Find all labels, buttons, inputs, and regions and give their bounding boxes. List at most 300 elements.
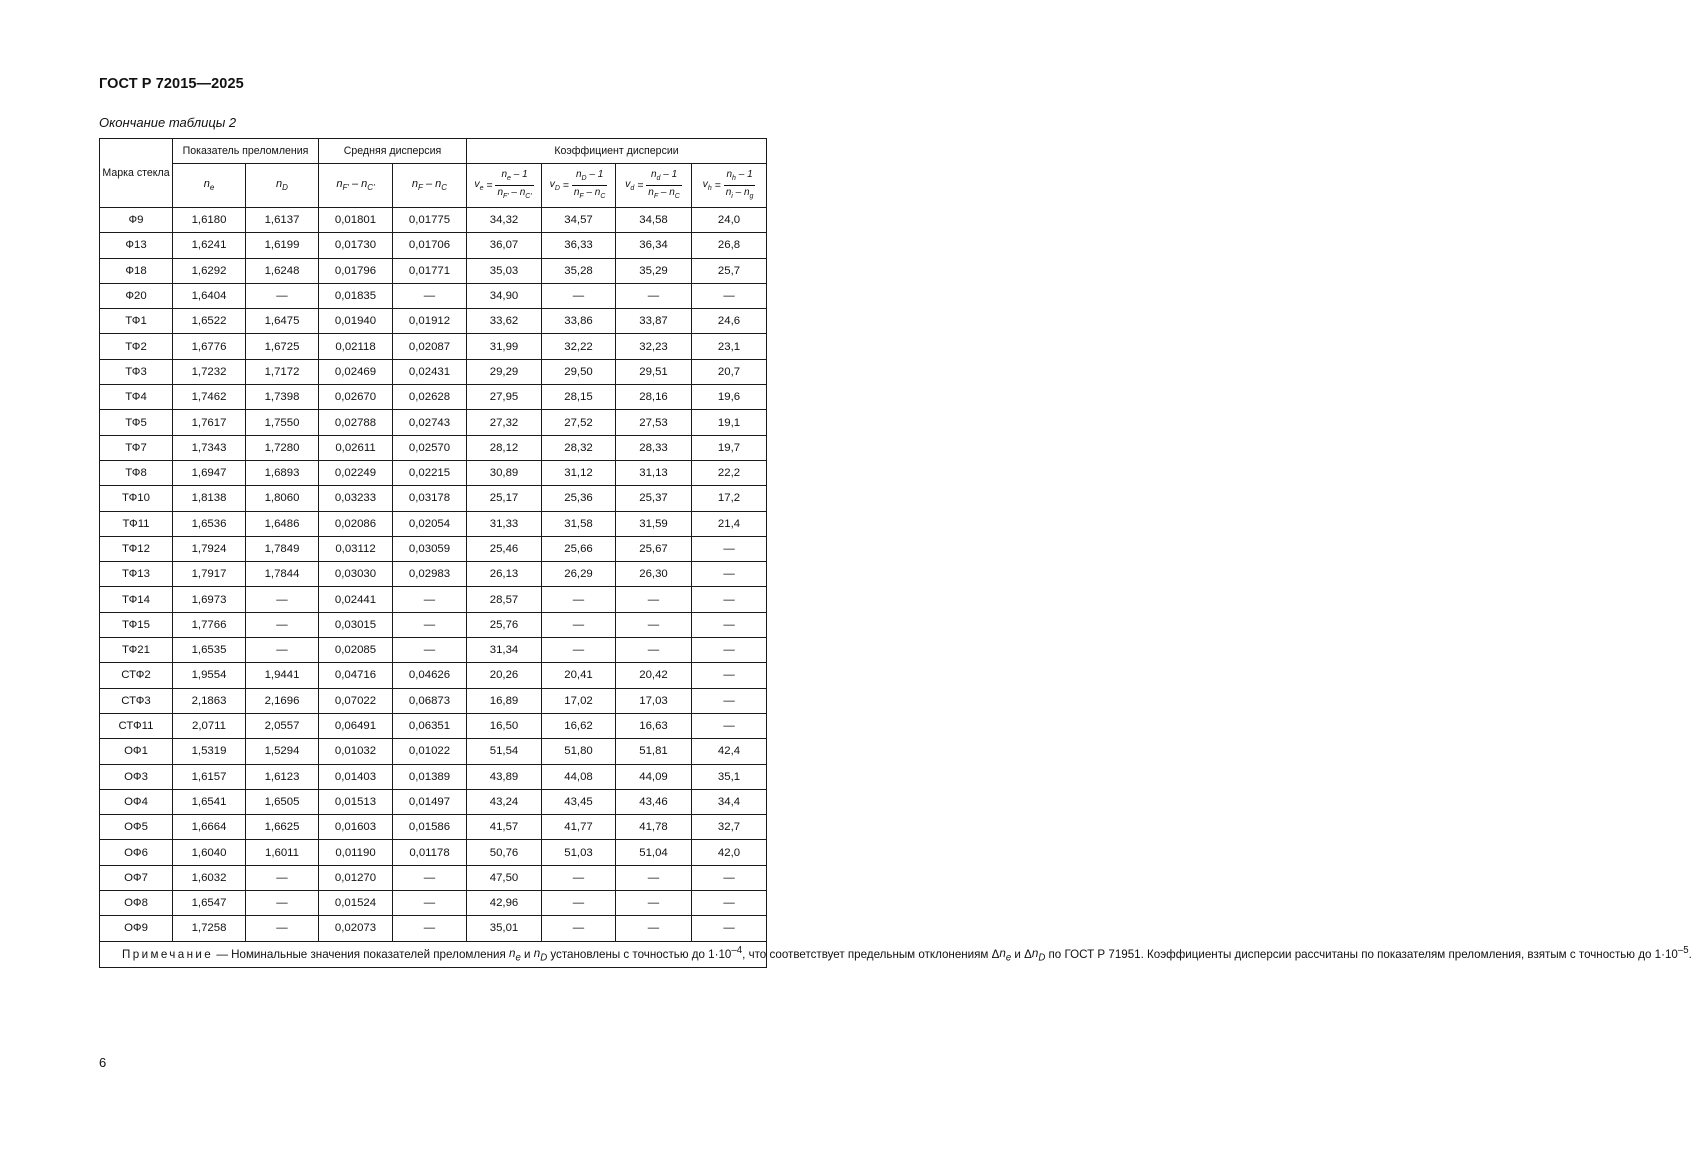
cell-dispersion-fc-prime: 0,02441 [319, 587, 393, 612]
table-row [100, 460, 767, 485]
cell-vd: — [616, 587, 692, 612]
cell-vd: — [616, 612, 692, 637]
cell-mark: ОФ8 [100, 891, 173, 916]
cell-vd: 51,81 [616, 739, 692, 764]
cell-dispersion-fc-prime: 0,03030 [319, 562, 393, 587]
cell-vh: 24,0 [692, 208, 767, 233]
cell-nd: 1,8060 [246, 486, 319, 511]
cell-vd: 31,13 [616, 460, 692, 485]
cell-nd: 2,0557 [246, 713, 319, 738]
cell-mark: Ф9 [100, 208, 173, 233]
cell-ne: 1,6947 [173, 460, 246, 485]
cell-ve: 25,46 [467, 536, 542, 561]
cell-vh: 20,7 [692, 359, 767, 384]
cell-dispersion-fc: 0,02215 [393, 460, 467, 485]
cell-vh: — [692, 612, 767, 637]
cell-dispersion-fc: 0,01022 [393, 739, 467, 764]
cell-vh: — [692, 713, 767, 738]
table-row [100, 511, 767, 536]
cell-dispersion-fc: — [393, 612, 467, 637]
cell-vD: — [542, 865, 616, 890]
cell-mark: ТФ12 [100, 536, 173, 561]
cell-ve: 36,07 [467, 233, 542, 258]
cell-ve: 31,34 [467, 638, 542, 663]
cell-ne: 1,7258 [173, 916, 246, 941]
cell-vh: 19,1 [692, 410, 767, 435]
cell-vd: 43,46 [616, 789, 692, 814]
cell-dispersion-fc: 0,02628 [393, 385, 467, 410]
table-row [100, 385, 767, 410]
cell-ve: 30,89 [467, 460, 542, 485]
cell-vd: — [616, 916, 692, 941]
cell-dispersion-fc: 0,06873 [393, 688, 467, 713]
table-row [100, 536, 767, 561]
cell-vh: 19,6 [692, 385, 767, 410]
cell-ne: 1,6522 [173, 309, 246, 334]
cell-dispersion-fc-prime: 0,01796 [319, 258, 393, 283]
cell-vD: 25,66 [542, 536, 616, 561]
cell-dispersion-fc-prime: 0,01524 [319, 891, 393, 916]
cell-vD: 44,08 [542, 764, 616, 789]
cell-ne: 1,6040 [173, 840, 246, 865]
cell-dispersion-fc: 0,02570 [393, 435, 467, 460]
cell-vh: 19,7 [692, 435, 767, 460]
cell-mark: ТФ4 [100, 385, 173, 410]
cell-dispersion-fc: 0,02983 [393, 562, 467, 587]
cell-dispersion-fc: 0,02431 [393, 359, 467, 384]
cell-dispersion-fc: 0,02743 [393, 410, 467, 435]
cell-mark: ТФ11 [100, 511, 173, 536]
cell-nd: 1,6893 [246, 460, 319, 485]
cell-nd: — [246, 587, 319, 612]
cell-vd: 32,23 [616, 334, 692, 359]
cell-dispersion-fc: 0,02054 [393, 511, 467, 536]
subheader-vD-formula: $v_D$ = $\frac{n_D - 1}{n_F - n_C}$ [542, 164, 616, 208]
cell-dispersion-fc-prime: 0,03233 [319, 486, 393, 511]
table-row [100, 208, 767, 233]
cell-mark: Ф18 [100, 258, 173, 283]
cell-vd: 28,33 [616, 435, 692, 460]
subheader-dispersion-fc-prime: $n_{F'} - n_{C'}$ [319, 164, 393, 208]
cell-vD: 33,86 [542, 309, 616, 334]
cell-nd: — [246, 638, 319, 663]
cell-vD: 31,58 [542, 511, 616, 536]
cell-mark: СТФ2 [100, 663, 173, 688]
cell-dispersion-fc: — [393, 587, 467, 612]
cell-nd: 1,6505 [246, 789, 319, 814]
cell-vh: — [692, 688, 767, 713]
cell-ne: 1,7343 [173, 435, 246, 460]
cell-ne: 2,0711 [173, 713, 246, 738]
table-row [100, 334, 767, 359]
cell-dispersion-fc-prime: 0,01270 [319, 865, 393, 890]
subheader-vh-formula: $v_h$ = $\frac{n_h - 1}{n_i - n_g}$ [692, 164, 767, 208]
cell-dispersion-fc-prime: 0,02611 [319, 435, 393, 460]
cell-ve: 28,12 [467, 435, 542, 460]
cell-vd: — [616, 865, 692, 890]
cell-vD: 36,33 [542, 233, 616, 258]
cell-nd: 1,6486 [246, 511, 319, 536]
cell-vD: — [542, 891, 616, 916]
cell-vD: 43,45 [542, 789, 616, 814]
cell-dispersion-fc: — [393, 891, 467, 916]
table-body [100, 208, 767, 942]
cell-vh: — [692, 536, 767, 561]
cell-dispersion-fc-prime: 0,02788 [319, 410, 393, 435]
cell-vd: 25,37 [616, 486, 692, 511]
cell-vh: 24,6 [692, 309, 767, 334]
cell-dispersion-fc-prime: 0,02086 [319, 511, 393, 536]
cell-dispersion-fc-prime: 0,01190 [319, 840, 393, 865]
cell-nd: 1,7398 [246, 385, 319, 410]
cell-vD: — [542, 612, 616, 637]
table-row [100, 486, 767, 511]
cell-dispersion-fc-prime: 0,04716 [319, 663, 393, 688]
cell-vd: 51,04 [616, 840, 692, 865]
cell-vD: 26,29 [542, 562, 616, 587]
cell-nd: 1,6199 [246, 233, 319, 258]
table-row [100, 562, 767, 587]
cell-nd: 1,5294 [246, 739, 319, 764]
cell-mark: ОФ5 [100, 815, 173, 840]
cell-vd: 34,58 [616, 208, 692, 233]
cell-vh: — [692, 562, 767, 587]
cell-nd: 1,6475 [246, 309, 319, 334]
cell-mark: ОФ1 [100, 739, 173, 764]
cell-nd: 1,6011 [246, 840, 319, 865]
cell-mark: ТФ15 [100, 612, 173, 637]
cell-mark: Ф13 [100, 233, 173, 258]
cell-vD: — [542, 916, 616, 941]
cell-vd: 31,59 [616, 511, 692, 536]
cell-vh: 42,4 [692, 739, 767, 764]
cell-nd: 1,6248 [246, 258, 319, 283]
cell-dispersion-fc: 0,06351 [393, 713, 467, 738]
cell-dispersion-fc: 0,01706 [393, 233, 467, 258]
cell-mark: ТФ21 [100, 638, 173, 663]
cell-vd: 35,29 [616, 258, 692, 283]
cell-vh: — [692, 283, 767, 308]
header-mark: Марка стекла [100, 139, 173, 208]
cell-vD: — [542, 638, 616, 663]
cell-ne: 1,6547 [173, 891, 246, 916]
cell-vd: 26,30 [616, 562, 692, 587]
cell-vD: 28,15 [542, 385, 616, 410]
table-row [100, 435, 767, 460]
cell-dispersion-fc-prime: 0,02118 [319, 334, 393, 359]
cell-nd: — [246, 916, 319, 941]
cell-ne: 1,7462 [173, 385, 246, 410]
cell-ne: 1,6776 [173, 334, 246, 359]
cell-vd: 41,78 [616, 815, 692, 840]
cell-vD: 31,12 [542, 460, 616, 485]
cell-ve: 27,95 [467, 385, 542, 410]
cell-vh: 21,4 [692, 511, 767, 536]
cell-vd: — [616, 283, 692, 308]
table-row [100, 663, 767, 688]
cell-vh: 17,2 [692, 486, 767, 511]
cell-dispersion-fc: 0,01771 [393, 258, 467, 283]
cell-dispersion-fc-prime: 0,01403 [319, 764, 393, 789]
table-row [100, 865, 767, 890]
cell-ve: 34,32 [467, 208, 542, 233]
cell-vd: 17,03 [616, 688, 692, 713]
cell-ne: 1,6664 [173, 815, 246, 840]
cell-vh: 22,2 [692, 460, 767, 485]
cell-ne: 1,9554 [173, 663, 246, 688]
cell-mark: ТФ2 [100, 334, 173, 359]
cell-dispersion-fc-prime: 0,06491 [319, 713, 393, 738]
cell-vD: 29,50 [542, 359, 616, 384]
cell-dispersion-fc-prime: 0,02469 [319, 359, 393, 384]
cell-dispersion-fc: 0,02087 [393, 334, 467, 359]
cell-vD: 41,77 [542, 815, 616, 840]
cell-vD: 51,80 [542, 739, 616, 764]
cell-ve: 29,29 [467, 359, 542, 384]
cell-dispersion-fc-prime: 0,01603 [319, 815, 393, 840]
subheader-ne: $n_e$ [173, 164, 246, 208]
cell-ve: 35,03 [467, 258, 542, 283]
cell-vD: 20,41 [542, 663, 616, 688]
cell-vh: — [692, 638, 767, 663]
cell-ve: 35,01 [467, 916, 542, 941]
cell-vd: — [616, 891, 692, 916]
cell-ve: 43,24 [467, 789, 542, 814]
cell-ne: 1,6541 [173, 789, 246, 814]
cell-vd: 36,34 [616, 233, 692, 258]
cell-mark: ТФ1 [100, 309, 173, 334]
cell-ve: 50,76 [467, 840, 542, 865]
cell-ne: 1,6404 [173, 283, 246, 308]
glass-properties-table [99, 138, 1692, 968]
cell-ne: 1,7617 [173, 410, 246, 435]
table-row [100, 713, 767, 738]
table-row [100, 739, 767, 764]
cell-vh: — [692, 587, 767, 612]
cell-dispersion-fc-prime: 0,03015 [319, 612, 393, 637]
cell-dispersion-fc: 0,01389 [393, 764, 467, 789]
cell-nd: 1,7849 [246, 536, 319, 561]
cell-ne: 1,6157 [173, 764, 246, 789]
table-row [100, 764, 767, 789]
cell-dispersion-fc-prime: 0,03112 [319, 536, 393, 561]
cell-ve: 41,57 [467, 815, 542, 840]
cell-vD: 16,62 [542, 713, 616, 738]
cell-ne: 1,6973 [173, 587, 246, 612]
cell-vd: 20,42 [616, 663, 692, 688]
header-dispersion-coefficient: Коэффициент дисперсии [467, 139, 767, 164]
table-row [100, 789, 767, 814]
cell-nd: 1,7280 [246, 435, 319, 460]
cell-vh: — [692, 865, 767, 890]
cell-mark: СТФ3 [100, 688, 173, 713]
table-row [100, 840, 767, 865]
cell-mark: ТФ10 [100, 486, 173, 511]
cell-ve: 20,26 [467, 663, 542, 688]
table-row [100, 891, 767, 916]
cell-dispersion-fc: — [393, 283, 467, 308]
cell-mark: ТФ7 [100, 435, 173, 460]
cell-ne: 1,6535 [173, 638, 246, 663]
cell-nd: — [246, 612, 319, 637]
cell-nd: 1,7844 [246, 562, 319, 587]
cell-ve: 25,76 [467, 612, 542, 637]
table-caption: Окончание таблицы 2 [99, 115, 237, 130]
table-row [100, 258, 767, 283]
cell-dispersion-fc: 0,01912 [393, 309, 467, 334]
cell-ne: 1,7917 [173, 562, 246, 587]
cell-vD: 27,52 [542, 410, 616, 435]
cell-mark: ОФ9 [100, 916, 173, 941]
cell-mark: ОФ6 [100, 840, 173, 865]
cell-dispersion-fc: — [393, 865, 467, 890]
cell-vd: — [616, 638, 692, 663]
cell-vd: 25,67 [616, 536, 692, 561]
cell-dispersion-fc-prime: 0,01513 [319, 789, 393, 814]
cell-vh: 32,7 [692, 815, 767, 840]
cell-vD: 32,22 [542, 334, 616, 359]
cell-dispersion-fc: 0,03178 [393, 486, 467, 511]
cell-ne: 1,7924 [173, 536, 246, 561]
table-row [100, 688, 767, 713]
table-row [100, 815, 767, 840]
cell-dispersion-fc-prime: 0,01730 [319, 233, 393, 258]
cell-nd: — [246, 865, 319, 890]
cell-ve: 31,99 [467, 334, 542, 359]
cell-nd: 2,1696 [246, 688, 319, 713]
table-row [100, 233, 767, 258]
subheader-nd: $n_D$ [246, 164, 319, 208]
table-note: Примечание — Номинальные значения показателей преломления $n_e$ и $n_D$ установлены с точностью до $1\cdot 10^{-4}$, что соответствует предельным отклонениям $\Delta n_e$ и $\Delta n_D$ по ГОСТ Р 71951. Коэффициенты дисперсии рассчитаны по показателям преломления, взятым с точностью до $1\cdot 10^{-5}$. [100, 941, 767, 968]
table-row [100, 638, 767, 663]
cell-vh: 35,1 [692, 764, 767, 789]
cell-vD: — [542, 283, 616, 308]
cell-mark: ОФ3 [100, 764, 173, 789]
cell-vd: 16,63 [616, 713, 692, 738]
cell-dispersion-fc-prime: 0,01801 [319, 208, 393, 233]
cell-nd: — [246, 891, 319, 916]
cell-ne: 1,6536 [173, 511, 246, 536]
cell-vd: 33,87 [616, 309, 692, 334]
cell-vd: 44,09 [616, 764, 692, 789]
document-code: ГОСТ Р 72015—2025 [99, 76, 244, 92]
cell-dispersion-fc-prime: 0,02670 [319, 385, 393, 410]
table-row [100, 309, 767, 334]
cell-ve: 28,57 [467, 587, 542, 612]
cell-ve: 16,50 [467, 713, 542, 738]
cell-ve: 42,96 [467, 891, 542, 916]
cell-ve: 43,89 [467, 764, 542, 789]
cell-nd: — [246, 283, 319, 308]
cell-vh: 25,7 [692, 258, 767, 283]
table-row [100, 612, 767, 637]
table-row [100, 587, 767, 612]
cell-mark: ТФ13 [100, 562, 173, 587]
cell-dispersion-fc: 0,03059 [393, 536, 467, 561]
cell-ne: 1,5319 [173, 739, 246, 764]
cell-ne: 2,1863 [173, 688, 246, 713]
cell-ne: 1,7232 [173, 359, 246, 384]
cell-mark: СТФ11 [100, 713, 173, 738]
cell-vD: 25,36 [542, 486, 616, 511]
cell-mark: ТФ3 [100, 359, 173, 384]
cell-vh: 23,1 [692, 334, 767, 359]
cell-nd: 1,6625 [246, 815, 319, 840]
cell-vh: — [692, 891, 767, 916]
cell-dispersion-fc-prime: 0,02249 [319, 460, 393, 485]
cell-vD: — [542, 587, 616, 612]
cell-ne: 1,6032 [173, 865, 246, 890]
cell-vD: 34,57 [542, 208, 616, 233]
table-row [100, 283, 767, 308]
cell-vh: — [692, 663, 767, 688]
subheader-dispersion-fc: $n_F - n_C$ [393, 164, 467, 208]
cell-dispersion-fc-prime: 0,01032 [319, 739, 393, 764]
cell-vD: 28,32 [542, 435, 616, 460]
table-row [100, 410, 767, 435]
cell-ve: 27,32 [467, 410, 542, 435]
cell-ve: 31,33 [467, 511, 542, 536]
cell-dispersion-fc: 0,01497 [393, 789, 467, 814]
cell-ne: 1,8138 [173, 486, 246, 511]
cell-ve: 33,62 [467, 309, 542, 334]
cell-vd: 29,51 [616, 359, 692, 384]
cell-vd: 28,16 [616, 385, 692, 410]
cell-nd: 1,6725 [246, 334, 319, 359]
cell-vD: 51,03 [542, 840, 616, 865]
cell-dispersion-fc: 0,04626 [393, 663, 467, 688]
cell-ve: 26,13 [467, 562, 542, 587]
cell-vD: 17,02 [542, 688, 616, 713]
cell-mark: ТФ8 [100, 460, 173, 485]
cell-nd: 1,7550 [246, 410, 319, 435]
cell-dispersion-fc: 0,01178 [393, 840, 467, 865]
cell-mark: ТФ5 [100, 410, 173, 435]
cell-dispersion-fc: 0,01775 [393, 208, 467, 233]
table-row [100, 916, 767, 941]
cell-mark: ТФ14 [100, 587, 173, 612]
cell-vd: 27,53 [616, 410, 692, 435]
table-row [100, 359, 767, 384]
cell-ve: 16,89 [467, 688, 542, 713]
cell-ve: 47,50 [467, 865, 542, 890]
cell-mark: ОФ4 [100, 789, 173, 814]
cell-vh: 34,4 [692, 789, 767, 814]
cell-nd: 1,6137 [246, 208, 319, 233]
cell-vh: 26,8 [692, 233, 767, 258]
subheader-vd-formula: $v_d$ = $\frac{n_d - 1}{n_F - n_C}$ [616, 164, 692, 208]
cell-dispersion-fc: 0,01586 [393, 815, 467, 840]
cell-mark: ОФ7 [100, 865, 173, 890]
cell-ne: 1,6292 [173, 258, 246, 283]
cell-nd: 1,6123 [246, 764, 319, 789]
cell-mark: Ф20 [100, 283, 173, 308]
page-number: 6 [99, 1055, 107, 1070]
cell-dispersion-fc-prime: 0,01835 [319, 283, 393, 308]
cell-nd: 1,7172 [246, 359, 319, 384]
cell-vh: — [692, 916, 767, 941]
cell-dispersion-fc-prime: 0,07022 [319, 688, 393, 713]
cell-dispersion-fc-prime: 0,02085 [319, 638, 393, 663]
cell-ne: 1,6241 [173, 233, 246, 258]
cell-vD: 35,28 [542, 258, 616, 283]
cell-vh: 42,0 [692, 840, 767, 865]
cell-nd: 1,9441 [246, 663, 319, 688]
cell-dispersion-fc: — [393, 916, 467, 941]
cell-dispersion-fc: — [393, 638, 467, 663]
header-refraction-index: Показатель преломления [173, 139, 319, 164]
subheader-ve-formula: $v_e$ = $\frac{n_e - 1}{n_{F'} - n_{C'}}$ [467, 164, 542, 208]
